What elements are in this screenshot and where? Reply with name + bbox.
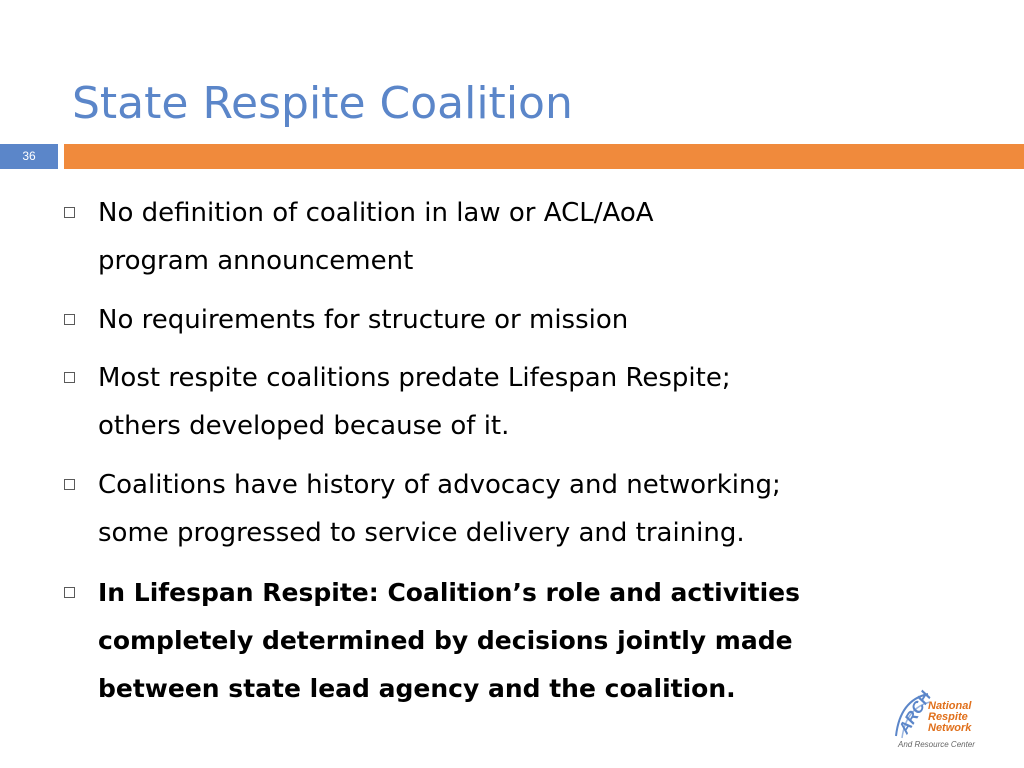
bullet-item — [60, 462, 980, 558]
title-accent-bar — [64, 144, 1024, 169]
bullet-text-line: In Lifespan Respite: Coalition’s role and activities — [98, 577, 800, 607]
square-bullet-icon — [64, 479, 75, 490]
logo-wordmark — [928, 701, 971, 734]
logo-mark: ARCH — [896, 688, 935, 738]
bullet-text-line: No definition of coalition in law or ACL/AoA — [98, 198, 654, 228]
bullet-text-line: Coalitions have history of advocacy and networking; — [98, 470, 781, 501]
page-number: 36 — [0, 144, 58, 169]
bullet-text-line: program announcement — [98, 245, 414, 276]
square-bullet-icon — [64, 372, 75, 383]
logo-line: Respite — [928, 711, 968, 723]
bullet-text-line: No requirements for structure or mission — [98, 304, 629, 335]
slide-title: State Respite Coalition — [72, 78, 573, 129]
bullet-item-emphasis — [60, 569, 980, 713]
bullet-text-line: completely determined by decisions jointly made — [98, 625, 793, 655]
bullet-item — [60, 190, 980, 286]
bullet-list — [60, 190, 980, 724]
square-bullet-icon — [64, 587, 75, 598]
logo-line: Network — [928, 722, 972, 734]
bullet-item — [60, 355, 980, 451]
square-bullet-icon — [64, 314, 75, 325]
logo-line: National — [928, 700, 972, 712]
logo-subtitle: And Resource Center — [898, 740, 975, 749]
bullet-text-line: others developed because of it. — [98, 411, 510, 442]
square-bullet-icon — [64, 207, 75, 218]
bullet-text-line: some progressed to service delivery and training. — [98, 517, 745, 548]
bullet-text-line: between state lead agency and the coalition. — [98, 673, 736, 703]
bullet-item — [60, 297, 980, 345]
bullet-text-line: Most respite coalitions predate Lifespan Respite; — [98, 363, 731, 394]
arch-logo — [892, 690, 992, 750]
